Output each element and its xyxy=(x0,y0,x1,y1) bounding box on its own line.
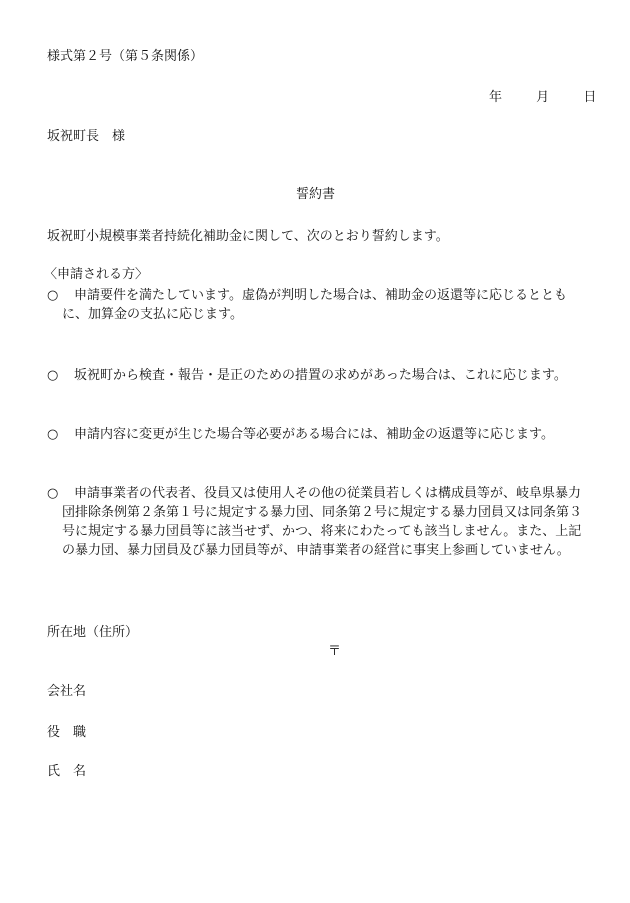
pledge-bullet-icon: ○ xyxy=(47,486,59,501)
pledge-item-2 xyxy=(47,366,592,385)
company-name-label: 会社名 xyxy=(47,684,87,699)
name-label: 氏 名 xyxy=(47,764,87,779)
applicant-heading: 〈申請される方〉 xyxy=(44,267,149,282)
document-title: 誓約書 xyxy=(296,187,336,202)
pledge-item-1 xyxy=(47,286,592,324)
pledge-text: 申請内容に変更が生じた場合等必要がある場合には、補助金の返還等に応じます。 xyxy=(74,427,554,442)
pledge-bullet-icon: ○ xyxy=(47,427,59,442)
pledge-bullet-icon: ○ xyxy=(47,288,59,303)
pledge-text: 申請要件を満たしています。虚偽が判明した場合は、補助金の返還等に応じるとともに、加算金の支払に応じます。 xyxy=(62,288,567,322)
date-line xyxy=(489,91,596,104)
date-month: 月 xyxy=(536,90,550,105)
pledge-item-3 xyxy=(47,425,592,444)
pledge-text: 坂祝町から検査・報告・是正のための措置の求めがあった場合は、これに応じます。 xyxy=(74,368,567,383)
date-day: 日 xyxy=(583,90,597,105)
address-label: 所在地（住所） xyxy=(47,625,139,640)
pledge-bullet-icon: ○ xyxy=(47,368,59,383)
addressee: 坂祝町長 様 xyxy=(47,129,126,144)
intro-text: 坂祝町小規模事業者持続化補助金に関して、次のとおり誓約します。 xyxy=(47,229,449,244)
date-year: 年 xyxy=(489,90,503,105)
pledge-text: 申請事業者の代表者、役員又は使用人その他の従業員若しくは構成員等が、岐阜県暴力団排除条例第２条第１号に規定する暴力団、同条第２号に規定する暴力団員又は同条第３号に規定する暴力団員等に該当せず、かつ、将来にわたっても該当しません。また、上記の暴力団、暴力団員及び暴力団員等が、申請事業者の経営に事実上参画していません。 xyxy=(62,486,583,558)
postal-code-mark: 〒 xyxy=(328,644,342,659)
position-label: 役 職 xyxy=(47,725,87,740)
pledge-item-4 xyxy=(47,484,592,560)
form-number: 様式第２号（第５条関係） xyxy=(47,49,204,64)
